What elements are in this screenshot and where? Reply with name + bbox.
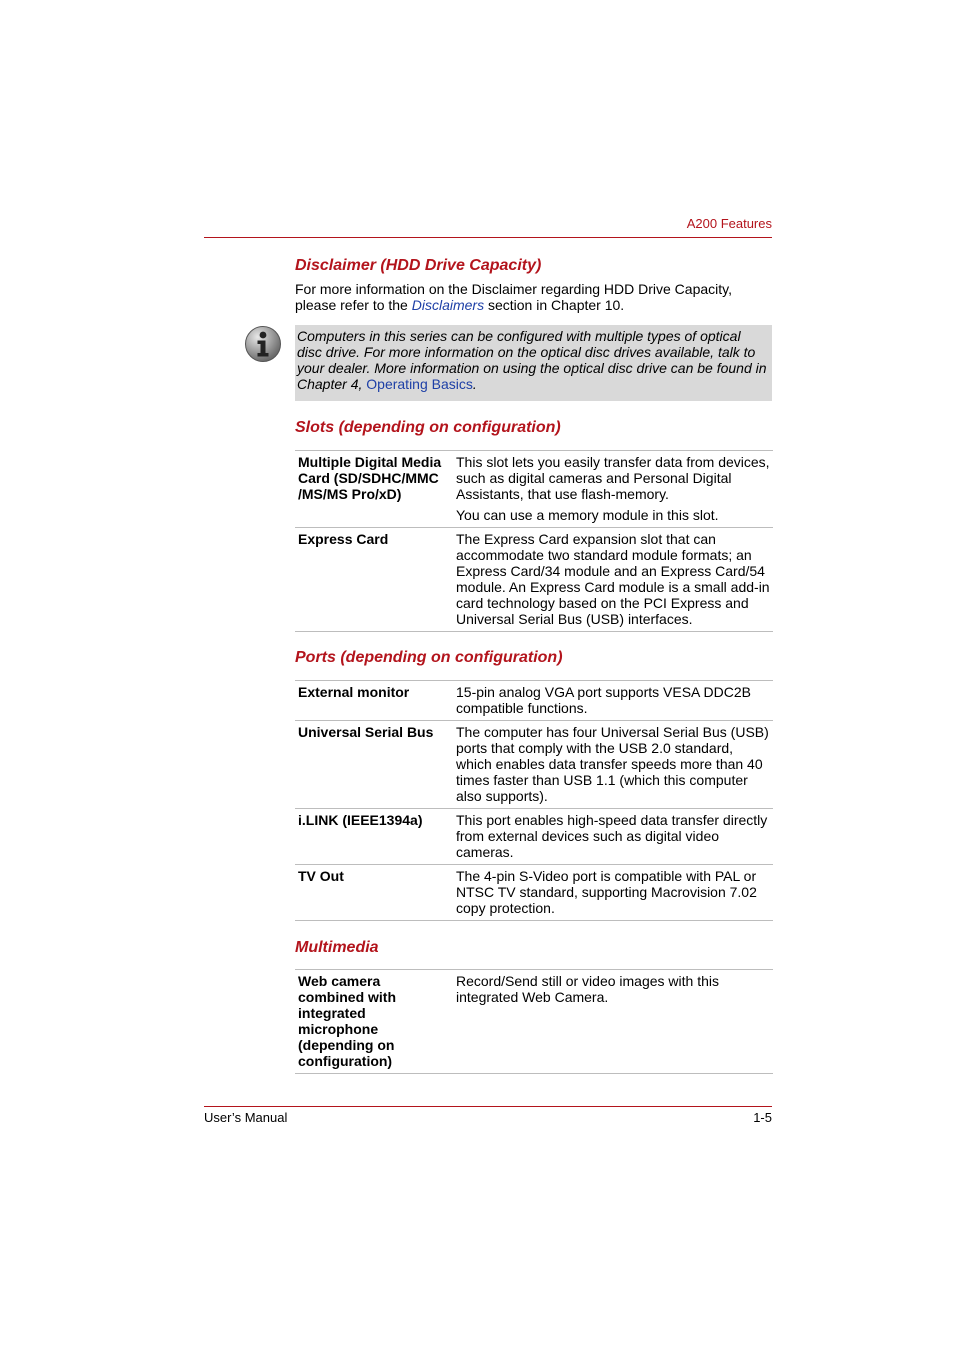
note-text (297, 328, 769, 392)
row-value-text-2: You can use a memory module in this slot. (456, 507, 719, 523)
table-row (295, 451, 773, 528)
disclaimers-link[interactable]: Disclaimers (411, 297, 485, 313)
row-value-text: This slot lets you easily transfer data from devices, such as digital cameras and Personal Digital Assistants, that use flash-memory. (456, 454, 770, 502)
row-value (453, 809, 773, 865)
info-icon (244, 325, 282, 363)
table-row (295, 809, 773, 865)
row-key: Universal Serial Bus (295, 721, 453, 809)
multimedia-table (295, 969, 773, 1074)
disclaimer-text-line1: For more information on the Disclaimer regarding HDD Drive Capacity, (295, 281, 733, 297)
row-value-text: 15-pin analog VGA port supports VESA DDC2B compatible functions. (456, 684, 751, 716)
table-row (295, 865, 773, 921)
header-rule (204, 237, 772, 238)
table-row (295, 681, 773, 721)
note-body: Computers in this series can be configured with multiple types of optical disc drive. For more information on the optical disc drives available, talk to your dealer. More information on using the optical disc drive can be found in Chapter 4, (297, 328, 767, 392)
row-value (453, 865, 773, 921)
row-value (453, 528, 773, 632)
row-key: External monitor (295, 681, 453, 721)
row-value (453, 681, 773, 721)
slots-heading: Slots (depending on configuration) (295, 419, 561, 436)
disclaimer-text-post: section in Chapter 10. (484, 297, 625, 313)
table-row (295, 970, 773, 1074)
row-value-text: The computer has four Universal Serial Bus (USB) ports that comply with the USB 2.0 standard, which enables data transfer speeds more than 40 times faster than USB 1.1 (which this computer also supports). (456, 724, 769, 804)
slots-table (295, 450, 773, 632)
disclaimer-text-pre: please refer to the (295, 297, 412, 313)
disclaimer-paragraph (295, 281, 772, 313)
row-key: i.LINK (IEEE1394a) (295, 809, 453, 865)
multimedia-heading: Multimedia (295, 939, 379, 956)
table-row (295, 528, 773, 632)
row-value (453, 451, 773, 528)
row-key: TV Out (295, 865, 453, 921)
row-value (453, 970, 773, 1074)
ports-heading: Ports (depending on configuration) (295, 649, 563, 666)
row-key: Multiple Digital Media Card (SD/SDHC/MMC /MS/MS Pro/xD) (295, 451, 453, 528)
row-value (453, 721, 773, 809)
disclaimer-heading: Disclaimer (HDD Drive Capacity) (295, 257, 542, 274)
operating-basics-link[interactable]: Operating Basics (366, 376, 473, 392)
row-value-text: Record/Send still or video images with this integrated Web Camera. (456, 973, 720, 1005)
table-row (295, 721, 773, 809)
ports-table (295, 680, 773, 921)
footer-manual-title: User’s Manual (204, 1110, 288, 1125)
note-box (295, 325, 772, 401)
page-number: 1-5 (753, 1110, 772, 1125)
footer-rule (204, 1106, 772, 1107)
note-end: . (472, 376, 477, 392)
row-value-text: The 4-pin S-Video port is compatible with PAL or NTSC TV standard, supporting Macrovision 7.02 copy protection. (456, 868, 757, 916)
row-value-text: This port enables high-speed data transfer directly from external devices such as digital video cameras. (456, 812, 768, 860)
row-key: Web camera combined with integrated microphone (depending on configuration) (295, 970, 453, 1074)
row-key: Express Card (295, 528, 453, 632)
page-header-title: A200 Features (686, 216, 772, 231)
row-value-text: The Express Card expansion slot that can accommodate two standard module formats; an Express Card/34 module and an Express Card/54 module. An Express Card module is a small add-in card technology based on the PCI Express and Universal Serial Bus (USB) interfaces. (456, 531, 770, 627)
